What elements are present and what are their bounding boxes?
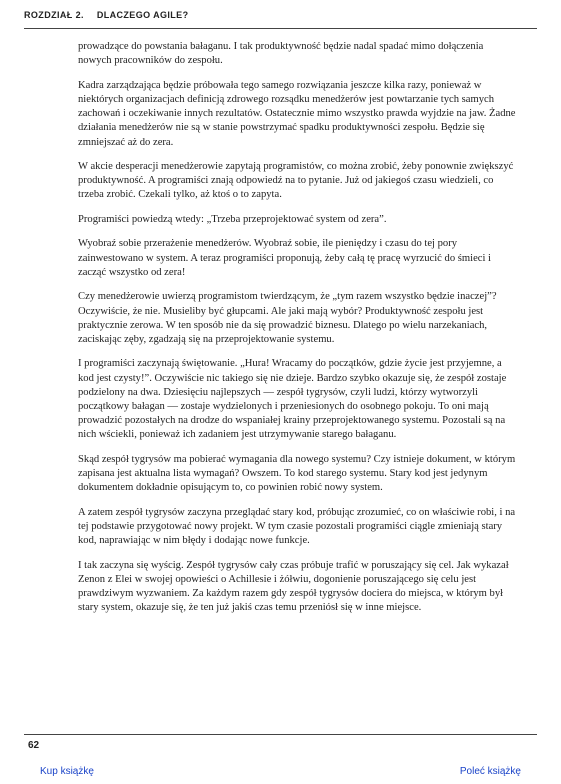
- paragraph: Skąd zespół tygrysów ma pobierać wymagania dla nowego systemu? Czy istnieje dokument, w którym zapisana jest aktualna lista wymagań? Owszem. To kod starego systemu. Stary kod jest jedynym dokumentem dokładnie opisującym to, co powinien robić nowy system.: [78, 453, 516, 494]
- paragraph: Czy menedżerowie uwierzą programistom twierdzącym, że „tym razem wszystko będzie inaczej”? Oczywiście, że nie. Musieliby być głupcami. Ale jaki mają wybór? Produktywność zespołu jest praktycznie zerowa. W ten sposób nie da się prowadzić biznesu. Dlatego po wielu narzekaniach, zaciskając zęby, zgadzają się na przeprojektowanie systemu.: [78, 291, 497, 345]
- body-text: [78, 40, 516, 626]
- buy-book-link[interactable]: Kup książkę: [40, 766, 94, 777]
- paragraph: Programiści powiedzą wtedy: „Trzeba przeprojektować system od zera”.: [78, 213, 387, 225]
- paragraph: I tak zaczyna się wyścig. Zespół tygrysów cały czas próbuje trafić w poruszający się cel. Jak wykazał Zenon z Elei w swojej opowieści o Achillesie i żółwiu, dogonienie poruszającego się celu jest prawdziwym wyzwaniem. Za każdym razem gdy zespół tygrysów dociera do miejsca, w którym był stary system, okazuje się, że ten już jakiś czas temu przeniósł się w inne miejsce.: [78, 559, 509, 614]
- paragraph: W akcie desperacji menedżerowie zapytają programistów, co można zrobić, żeby ponownie zwiększyć produktywność. A programiści znają odpowiedź na to pytanie. Już od jakiegoś czasu wiedzieli, co trzeba zrobić. Czekali tylko, aż ktoś o to zapyta.: [78, 161, 514, 201]
- paragraph: A zatem zespół tygrysów zaczyna przeglądać stary kod, próbując zrozumieć, co on właściwie robi, i na tej podstawie przygotować nowy projekt. W tym czasie pozostali programiści ciągle zmieniają stary kod, naprawiając w nim błędy i dodając nowe funkcje.: [78, 506, 516, 547]
- page-number: 62: [28, 740, 40, 751]
- paragraph: Wyobraź sobie przerażenie menedżerów. Wyobraź sobie, ile pieniędzy i czasu do tej pory zainwestowano w system. A teraz programiści proponują, żeby całą tę pracę wyrzucić do śmieci i zacząć wszystko od zera!: [78, 238, 492, 278]
- recommend-book-link[interactable]: Poleć książkę: [459, 766, 521, 777]
- footer-divider: [24, 734, 537, 735]
- paragraph: I programiści zaczynają świętowanie. „Hura! Wracamy do początków, gdzie życie jest przyjemne, a kod jest czysty!”. Oczywiście nic takiego się nie dzieje. Bardzo szybko okazuje się, że zespół zostaje podzielony na dwa. Dziesięciu najlepszych — zespół tygrysów, czyli ludzi, którzy wytworzyli początkowy bałagan — zostaje wydzielonych i przeniesionych do osobnego pokoju. To oni mają prowadzić pozostałych na drodze do wspaniałej krainy przeprojektowanego systemu. Pozostali są na nich wściekli, ponieważ ich zadaniem jest utrzymywanie starego bałaganu.: [78, 358, 507, 441]
- chapter-title: DLACZEGO AGILE?: [96, 10, 189, 20]
- paragraph: prowadzące do powstania bałaganu. I tak produktywność będzie nadal spadać mimo dołączenia nowych pracowników do zespołu.: [78, 41, 484, 67]
- chapter-number: ROZDZIAŁ 2.: [24, 10, 84, 20]
- running-header: [24, 10, 537, 29]
- paragraph: Kadra zarządzająca będzie próbowała tego samego rozwiązania jeszcze kilka razy, ponieważ w niektórych organizacjach definicją zdrowego rozsądku menedżerów jest powtarzanie tych samych zachowań i oczekiwanie innych rezultatów. Ostatecznie mimo wszystko prawda wyjdzie na jaw. Żadne działania menedżerów nie są w stanie powstrzymać spadku produktywności zespołu. Będzie się zmniejszać aż do zera.: [78, 79, 516, 148]
